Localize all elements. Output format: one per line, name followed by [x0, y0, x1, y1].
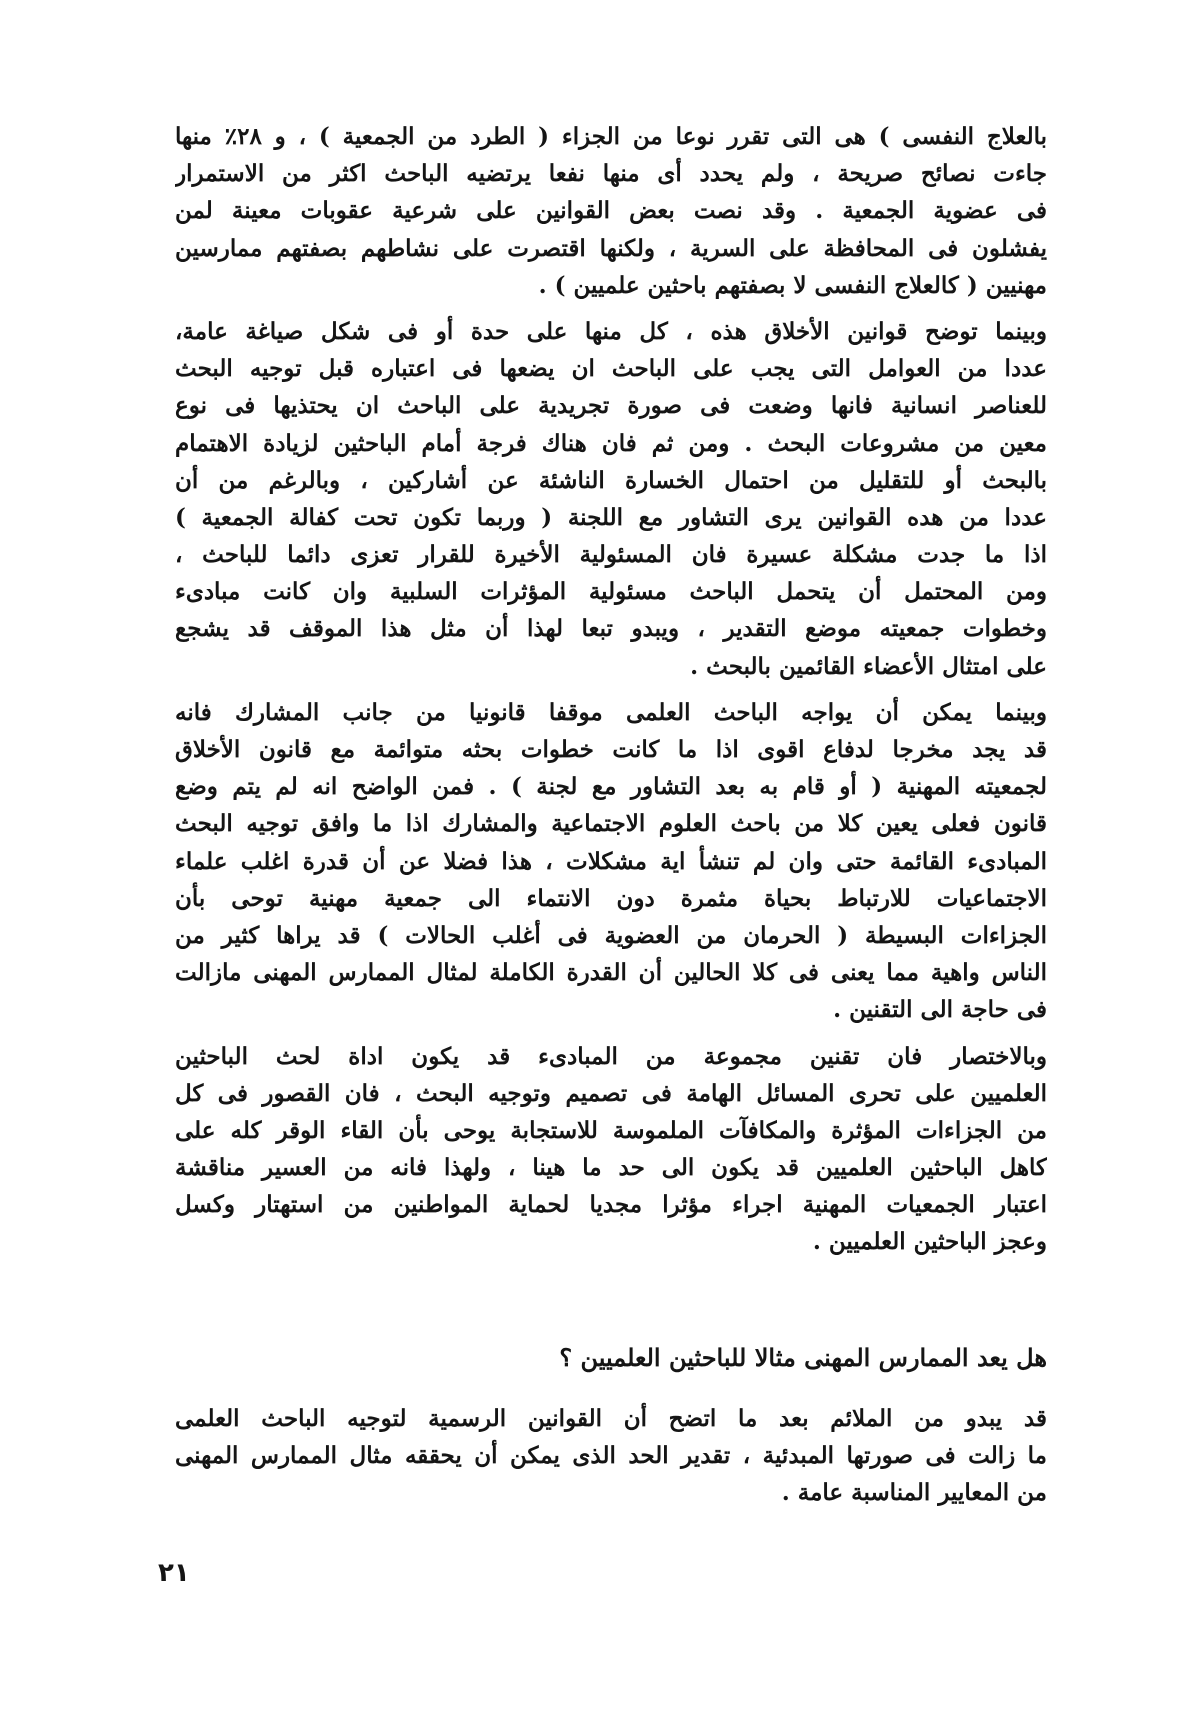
paragraph-1	[175, 118, 1047, 304]
text-line: اذا ما جدت مشكلة عسيرة فان المسئولية الأخيرة للقرار تعزى دائما للباحث ،	[175, 541, 1047, 569]
text-line: على امتثال الأعضاء القائمين بالبحث .	[690, 652, 1047, 680]
text-line: الجزاءات البسيطة ( الحرمان من العضوية فى أغلب الحالات ) قد يراها كثير من	[175, 921, 1047, 949]
text-line: وبينما توضح قوانين الأخلاق هذه ، كل منها على حدة أو فى شكل صياغة عامة،	[175, 317, 1047, 345]
text-line: قد يبدو من الملائم بعد ما اتضح أن القوانين الرسمية لتوجيه الباحث العلمى	[175, 1405, 1047, 1432]
text-line: بالبحث أو للتقليل من احتمال الخسارة الناشئة عن أشاركين ، وبالرغم من أن	[175, 466, 1047, 494]
text-line: من الجزاءات المؤثرة والمكافآت الملموسة للاستجابة يوحى بأن القاء الوقر كله على	[175, 1116, 1047, 1144]
paragraph-4	[175, 1038, 1047, 1261]
text-line: المبادىء القائمة حتى وان لم تنشأ اية مشكلات ، هذا فضلا عن أن قدرة اغلب علماء	[175, 847, 1047, 875]
text-line: العلميين على تحرى المسائل الهامة فى تصميم وتوجيه البحث ، فان القصور فى كل	[175, 1079, 1047, 1107]
text-line: وبينما يمكن أن يواجه الباحث العلمى موقفا قانونيا من جانب المشارك فانه	[175, 698, 1047, 726]
text-line: ومن المحتمل أن يتحمل الباحث مسئولية المؤثرات السلبية وان كانت مبادىء	[175, 578, 1047, 606]
text-line: عددا من هده القوانين يرى التشاور مع اللجنة ( وربما تكون تحت كفالة الجمعية )	[175, 503, 1047, 531]
page-number: ٢١	[158, 1558, 190, 1588]
paragraph-2	[175, 313, 1047, 685]
text-line: فى عضوية الجمعية . وقد نصت بعض القوانين على شرعية عقوبات معينة لمن	[175, 197, 1047, 225]
text-line: يفشلون فى المحافظة على السرية ، ولكنها اقتصرت على نشاطهم بصفتهم ممارسين	[175, 234, 1047, 262]
text-line: كاهل الباحثين العلميين قد يكون الى حد ما هينا ، ولهذا فانه من العسير مناقشة	[175, 1154, 1047, 1182]
text-line: للعناصر انسانية فانها وضعت فى صورة تجريدية على الباحث ان يحتذيها فى نوع	[175, 392, 1047, 420]
text-line: وخطوات جمعيته موضع التقدير ، ويبدو تبعا لهذا أن مثل هذا الموقف قد يشجع	[175, 615, 1047, 643]
text-line: الناس واهية مما يعنى فى كلا الحالين أن القدرة الكاملة لمثال الممارس المهنى مازالت	[175, 959, 1047, 987]
text-line: قانون فعلى يعين كلا من باحث العلوم الاجتماعية والمشارك اذا ما وافق توجيه البحث	[175, 810, 1047, 838]
body-text-final	[175, 1400, 1047, 1512]
text-line: ما زالت فى صورتها المبدئية ، تقدير الحد الذى يمكن أن يحققه مثال الممارس المهنى	[175, 1442, 1047, 1470]
text-line: الاجتماعيات للارتباط بحياة مثمرة دون الانتماء الى جمعية مهنية توحى بأن	[175, 884, 1047, 912]
paragraph-3	[175, 694, 1047, 1029]
text-line: من المعايير المناسبة عامة .	[781, 1479, 1047, 1507]
text-line: بالعلاج النفسى ) هى التى تقرر نوعا من الجزاء ( الطرد من الجمعية ) ، و ٢٨٪ منها	[175, 123, 1047, 150]
text-line: مهنيين ( كالعلاج النفسى لا بصفتهم باحثين علميين ) .	[538, 271, 1047, 299]
section-heading: هل يعد الممارس المهنى مثالا للباحثين العلميين ؟	[559, 1343, 1047, 1372]
text-line: وبالاختصار فان تقنين مجموعة من المبادىء قد يكون اداة لحث الباحثين	[175, 1042, 1047, 1070]
text-line: اعتبار الجمعيات المهنية اجراء مؤثرا مجديا لحماية المواطنين من استهتار وكسل	[175, 1191, 1047, 1219]
text-line: لجمعيته المهنية ( أو قام به بعد التشاور مع لجنة ) . فمن الواضح انه لم يتم وضع	[175, 773, 1047, 801]
text-line: عددا من العوامل التى يجب على الباحث ان يضعها فى اعتباره قبل توجيه البحث	[175, 355, 1047, 383]
text-line: معين من مشروعات البحث . ومن ثم فان هناك فرجة أمام الباحثين لزيادة الاهتمام	[175, 429, 1047, 457]
text-line: وعجز الباحثين العلميين .	[812, 1228, 1047, 1256]
paragraph-5	[175, 1400, 1047, 1512]
text-line: قد يجد مخرجا لدفاع اقوى اذا ما كانت خطوات بحثه متوائمة مع قانون الأخلاق	[175, 736, 1047, 763]
text-line: جاءت نصائح صريحة ، ولم يحدد أى منها نفعا يرتضيه الباحث اكثر من الاستمرار	[175, 160, 1047, 188]
body-text-top	[175, 118, 1047, 1261]
text-line: فى حاجة الى التقنين .	[833, 996, 1047, 1024]
